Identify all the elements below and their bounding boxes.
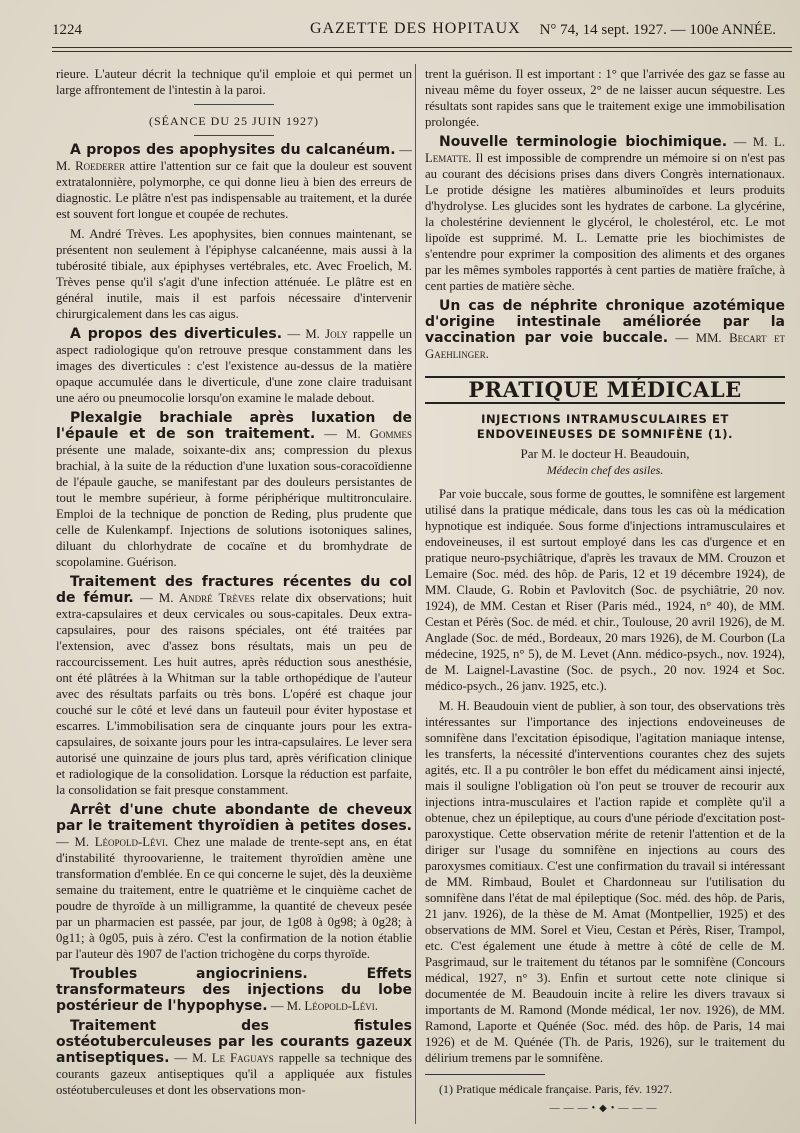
paragraph: trent la guérison. Il est important : 1° que l'arrivée des gaz se fasse au niveau même du foyer osseux, 2° de ne laisser aucun séquestre. Les résultats sont rapides sans que le traitement exige une immobilisation prolongée. bbox=[425, 67, 785, 129]
entry-title: Traitement des fractures récentes du col de fémur. bbox=[56, 574, 412, 606]
entry-author: — M. L. Lematte. bbox=[425, 135, 786, 165]
article-title: INJECTIONS INTRAMUSCULAIRES ET ENDOVEINEUSES DE SOMNIFÈNE (1). bbox=[476, 412, 734, 441]
entry-author: — M. Gommes bbox=[324, 427, 412, 441]
entry-title: Plexalgie brachiale après luxation de l'épaule et de son traitement. bbox=[56, 410, 412, 442]
right-column bbox=[425, 66, 785, 1117]
entry bbox=[425, 298, 785, 362]
entry-title: Arrêt d'une chute abondante de cheveux par le traitement thyroïdien à petites doses. bbox=[56, 802, 412, 834]
entry-title: Troubles angiocriniens. Effets transformateurs des injections du lobe postérieur de l'hypophyse. bbox=[56, 966, 412, 1014]
journal-title: GAZETTE DES HOPITAUX bbox=[310, 20, 521, 37]
entry-text: présente une malade, soixante-dix ans; compression du plexus brachial, à la suite de la réduction d'une luxation sous-coracoïdienne de l'épaule gauche, se manifestant par des douleurs persistantes de tout le membre supérieur, à forme périphérique multitronculaire. Emploi de la technique de ponction de Reding, plus prudente que celle de Kulenkampf. Injections de solutions isotoniques salines, diluant du chlorhydrate de cocaïne et du bromhydrate de scopolamine. Guérison. bbox=[56, 443, 412, 569]
paragraph: M. H. Beaudouin vient de publier, à son tour, des observations très intéressantes sur l'importance des injections endoveineuses de somnifène dans l'excitation épisodique, l'agitation maniaque intense, les transferts, la nécessité d'interventions courantes chez des sujets agités, etc. Il a pu contrôler le bon effet du médicament ainsi injecté, mais il souligne l'obligation où l'on peut se trouver de recourir aux injections intra-musculaires et l'action rapide et complète qu'il a obtenue, chez un épileptique, au cours d'une période d'excitation post-paroxystique. Cette observation mérite de retenir l'attention et de la diriger sur l'usage du somnifène en injections au cours des paroxysmes comitiaux. C'est une confirmation du travail si intéressant de MM. Rimbaud, Boulet et Chardonneau sur l'utilisation du somnifène dans l'état de mal épileptique (Soc. méd. des hôp. de Paris, 21 janv. 1926), de la thèse de M. Amat (Montpellier, 1925) et des observations de MM. Sorel et Vieu, Cestan et Pérès, Riser, Trampol, etc. C'est également une étude à mettre à côté de celle de M. Pasgrimaud, sur le traitement du tétanos par le somnifène (Concours médical, 1927, n° 3). Enfin et surtout cette note clinique si documentée de M. Beaudouin incite à relire les divers travaux si importants de M. Ramond (Monde médical, 1er nov. 1926), de MM. Ramond, Laporte et Quénée (Soc. méd. des hôp. de Paris, 14 mai 1926) et de M. Quénée (Th. de Paris, 1926), sur le traitement du délirium tremens par le somnifène. bbox=[425, 699, 785, 1065]
footnote: (1) Pratique médicale française. Paris, fév. 1927. bbox=[439, 1082, 673, 1096]
footnote-rule bbox=[425, 1074, 545, 1075]
entry bbox=[56, 410, 412, 570]
entry-title: Nouvelle terminologie biochimique. bbox=[439, 134, 728, 150]
entry bbox=[56, 142, 412, 222]
entry-author: — M. Léopold-Lévi. bbox=[56, 835, 169, 849]
entry-text: rappelle un aspect radiologique qu'on retrouve presque constamment dans les images des diverticules : c'est l'existence au-dessus de la matière opaque accumulée dans le diverticule, d'une zone claire traduisant une aéro ou pneumocolie lorsqu'on examine le malade debout. bbox=[56, 327, 413, 405]
entry bbox=[56, 966, 412, 1014]
entry-text: attire l'attention sur ce fait que la douleur est souvent extratalonnière, polymorphe, ce qui donne lieu à bien des erreurs de diagnostic. Le plâtre n'est pas indispensable au traitement, et la durée est souvent fort longue et coupée de rechutes. bbox=[56, 159, 413, 221]
seance-heading: (SÉANCE DU 25 JUIN 1927) bbox=[149, 114, 319, 128]
entry bbox=[56, 1018, 412, 1098]
entry-text: rappelle sa technique des courants gazeux antiseptiques qu'il a appliquée aux fistules ostéotuberculeuses et dont les observations mon- bbox=[56, 1051, 413, 1097]
entry-author: — M. Léopold-Lévi. bbox=[270, 999, 378, 1013]
header-rule bbox=[52, 47, 792, 48]
entry bbox=[56, 574, 412, 798]
issue-info: N° 74, 14 sept. 1927. — 100e ANNÉE. bbox=[539, 22, 776, 38]
author-affiliation: Médecin chef des asiles. bbox=[546, 463, 664, 477]
entry bbox=[56, 326, 412, 406]
paragraph: Par voie buccale, sous forme de gouttes, le somnifène est largement utilisé dans la pratique médicale, dans tous les cas où la médication hypnotique est indiquée. Sous forme d'injections intramusculaires et endoveineuses, il est surtout employé dans les cas d'urgence et en pratique neuro-psychiâtrique, d'après les travaux de MM. Crouzon et Lemaire (Soc. méd. des hôp. de Paris, 12 et 19 décembre 1924), de MM. Claude, G. Robin et Pavlovitch (Soc. de psychiâtrie, 20 nov. 1924), de MM. Cestan et Riser (Paris méd., 1924, n° 40), de MM. Cestan et Pérès (Soc. de méd. et chir., Toulouse, 20 avril 1926), de M. Anglade (Soc. de méd., Bordeaux, 20 mars 1926), de M. Courbon (La médecine, 1925, n° 5), de M. Levet (Ann. médico-psych., nov. 1924), de M. Laignel-Lavastine (Soc. de psych., 20 nov. 1924 et Soc. médico-psych., 26 janv. 1925, etc.). bbox=[425, 487, 785, 693]
entry-title: A propos des apophysites du calcanéum. bbox=[70, 142, 396, 158]
entry-author: — M. André Trèves bbox=[139, 591, 255, 605]
left-column bbox=[56, 66, 412, 1102]
entry-author: — M. Joly bbox=[287, 327, 348, 341]
divider bbox=[194, 104, 274, 105]
entry-author: — M. Roederer bbox=[56, 143, 413, 173]
byline: Par M. le docteur H. Beaudouin, bbox=[520, 446, 690, 461]
section-heading: PRATIQUE MÉDICALE bbox=[425, 376, 785, 404]
page-header bbox=[52, 18, 792, 44]
column-divider bbox=[415, 64, 416, 1124]
divider bbox=[194, 135, 274, 136]
paragraph: M. André Trèves. Les apophysites, bien connues maintenant, se présentent non seulement à l'épiphyse calcanéenne, mais aussi à la tubérosité tibiale, aux épiphyses vertébrales, etc. Avec Froelich, M. Trèves pense qu'il s'agit d'une infection atténuée. Le plâtre est en général inutile, mais il est parfois nécessaire d'intervenir chirurgicalement dans les cas aigus. bbox=[56, 227, 412, 321]
entry-title: Un cas de néphrite chronique azotémique d'origine intestinale améliorée par la vaccination par voie buccale. bbox=[425, 298, 785, 346]
entry bbox=[56, 802, 412, 962]
entry-text: Chez une malade de trente-sept ans, en état d'instabilité thyroovarienne, le traitement thyroïdien amène une transformation d'emblée. En ce qui concerne le sujet, dès la deuxième semaine du traitement, entre le quatrième et le cinquième cachet de poudre de thyroïde à un milligramme, la quantité de cheveux pesée par un pharmacien est passée, par jour, de 1g08 à 0g98; à 0g28; à 0g11; à 0g05, puis à zéro. C'est la confirmation de la notion établie par l'auteur dès 1907 de l'action trichogène du corps thyroïde. bbox=[56, 835, 412, 961]
entry-text: Il est impossible de comprendre un mémoire si on n'est pas au courant des décisions prises dans divers Congrès internationaux. Le protide désigne les matières albuminoïdes et leurs produits d'hydrolyse. Les glucides sont les hydrates de carbone. La glycérine, la cholestérine deviennent le glycérol, le cholestérol, etc. Le mot lipoïde est supprimé. M. L. Lematte prie les biochimistes de s'entendre pour exprimer la composition des aliments et des organes par les mêmes symboles rapportés à cent parties de matière fraîche, à cent parties de matière sèche. bbox=[425, 151, 786, 293]
entry-author: — M. Le Faguays bbox=[174, 1051, 274, 1065]
entry-title: Traitement des fistules ostéotuberculeuses par les courants gazeux antiseptiques. bbox=[56, 1018, 412, 1066]
page-number: 1224 bbox=[52, 22, 82, 38]
paragraph: rieure. L'auteur décrit la technique qu'il emploie et qui permet un large affrontement de l'intestin à la paroi. bbox=[56, 67, 412, 97]
entry-title: A propos des diverticules. bbox=[70, 326, 283, 342]
header-rule-2 bbox=[52, 51, 792, 52]
entry bbox=[425, 134, 785, 294]
entry-text: relate dix observations; huit extra-capsulaires et deux cervicales ou sous-capitales. Deux extra-capsulaires, pour des raisons spéciales, ont été traitées par l'extension, avec d'assez bons résultats, mais un peu de raccourcissement. Les huit autres, après réduction sous anesthésie, ont été plâtrées à la Whitman sur la table orthopédique de l'auteur avec des résultats parfaits ou très bons. L'opéré est chaque jour couché sur le côté et levé dans un fauteuil pour éviter hypostase et escarres. L'immobilisation sera de cinquante jours pour les extra-capsulaires, de soixante jours pour les intra-capsulaires. Le lever sera autorisé une quinzaine de jours plus tard, après vérification clinique et radiologique de la consolidation. Lorsque la réduction est parfaite, la consolidation se fait presque constamment. bbox=[56, 591, 413, 797]
end-ornament: ———•◆•——— bbox=[549, 1103, 661, 1114]
entry-author: — MM. Becart et Gaehlinger. bbox=[425, 331, 786, 361]
